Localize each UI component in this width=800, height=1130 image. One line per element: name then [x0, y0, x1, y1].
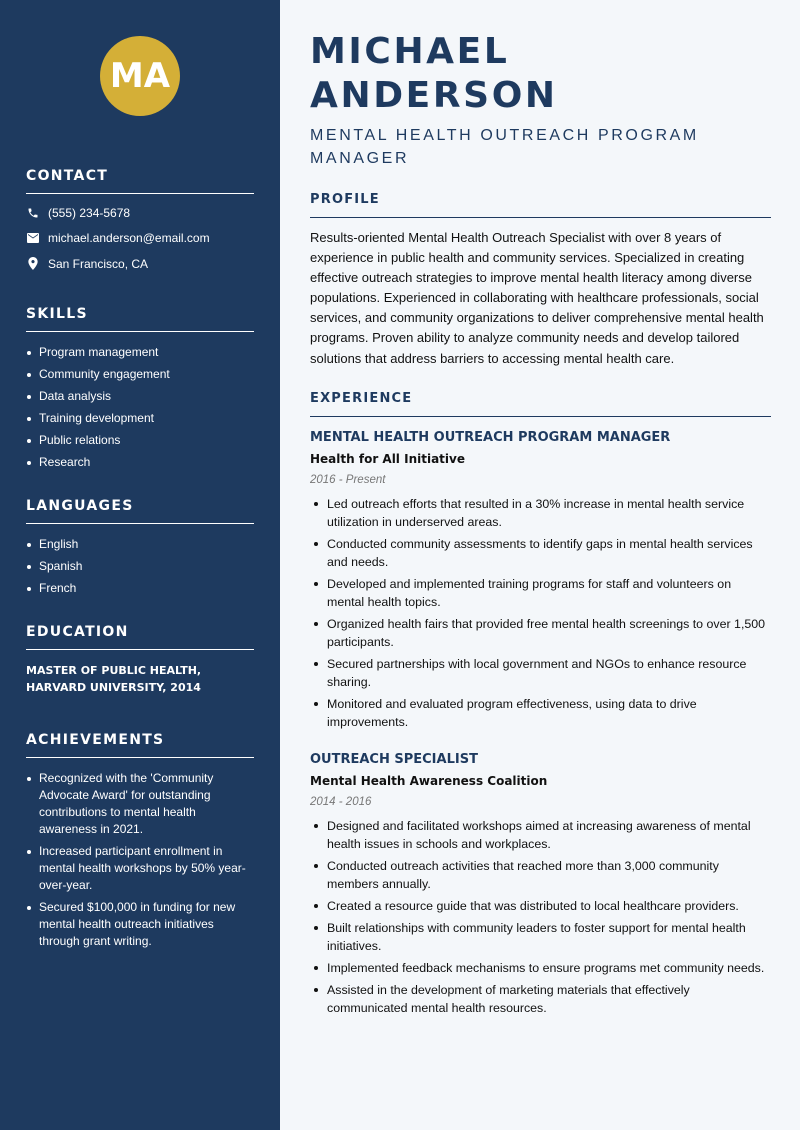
- achievements-list: [26, 770, 254, 950]
- job-bullet: Led outreach efforts that resulted in a 30% increase in mental health service utilization in underserved areas.: [310, 495, 771, 531]
- job-bullet: Designed and facilitated workshops aimed at increasing awareness of mental health issues in schools and workplaces.: [310, 817, 771, 853]
- job-bullet: Secured partnerships with local government and NGOs to enhance resource sharing.: [310, 655, 771, 691]
- contact-email: [26, 232, 254, 245]
- job-entry: [310, 749, 771, 1017]
- job-entry-company: Health for All Initiative: [310, 451, 465, 466]
- job-bullet: Implemented feedback mechanisms to ensure programs met community needs.: [310, 959, 771, 977]
- language-item: Spanish: [26, 558, 254, 575]
- achievement-item: Secured $100,000 in funding for new mental health outreach initiatives through grant writing.: [26, 899, 254, 950]
- job-bullet: Organized health fairs that provided free mental health screenings to over 1,500 participants.: [310, 615, 771, 651]
- languages-heading: LANGUAGES: [26, 498, 254, 524]
- skills-heading: SKILLS: [26, 306, 254, 332]
- job-entry-title: MENTAL HEALTH OUTREACH PROGRAM MANAGER: [310, 429, 671, 445]
- avatar: MA: [100, 36, 180, 116]
- achievement-item: Recognized with the 'Community Advocate Award' for outstanding contributions to mental health awareness in 2021.: [26, 770, 254, 838]
- job-bullets: [310, 495, 771, 731]
- achievements-section: [26, 732, 254, 950]
- job-entry-company: Mental Health Awareness Coalition: [310, 773, 548, 788]
- profile-text: Results-oriented Mental Health Outreach Specialist with over 8 years of experience in public health and community services. Specialized in creating effective outreach strategies to improve mental health literacy among diverse populations. Experienced in collaborating with healthcare professionals, social services, and community organizations to deliver comprehensive mental health programs. Proven ability to analyze community needs and develop tailored solutions that address barriers to accessing mental health care.: [310, 230, 764, 366]
- job-bullet: Assisted in the development of marketing materials that effectively communicated mental health resources.: [310, 981, 771, 1017]
- education-heading: EDUCATION: [26, 624, 254, 650]
- job-bullet: Created a resource guide that was distributed to local healthcare providers.: [310, 897, 771, 915]
- education-section: [26, 624, 254, 696]
- email-icon: [26, 231, 40, 245]
- language-item: English: [26, 536, 254, 553]
- job-entry-dates: 2014 - 2016: [310, 795, 372, 808]
- contact-section: [26, 168, 254, 270]
- person-name: MICHAEL ANDERSON: [310, 31, 558, 116]
- phone-icon: [26, 206, 40, 220]
- skill-item: Data analysis: [26, 388, 254, 405]
- job-bullet: Developed and implemented training programs for staff and volunteers on mental health topics.: [310, 575, 771, 611]
- education-entry: MASTER OF PUBLIC HEALTH, HARVARD UNIVERSITY, 2014: [26, 664, 202, 694]
- email-text: michael.anderson@email.com: [48, 231, 210, 245]
- contact-heading: CONTACT: [26, 168, 254, 194]
- job-bullets: [310, 817, 771, 1017]
- achievement-item: Increased participant enrollment in mental health workshops by 50% year-over-year.: [26, 843, 254, 894]
- languages-list: [26, 536, 254, 597]
- job-bullet: Built relationships with community leaders to foster support for mental health initiatives.: [310, 919, 771, 955]
- skill-item: Training development: [26, 410, 254, 427]
- profile-heading: PROFILE: [310, 192, 771, 218]
- skills-list: [26, 344, 254, 471]
- experience-section: [310, 391, 771, 1017]
- skill-item: Community engagement: [26, 366, 254, 383]
- phone-text: (555) 234-5678: [48, 205, 131, 220]
- skill-item: Public relations: [26, 432, 254, 449]
- main-content: [280, 0, 800, 1130]
- sidebar: [0, 0, 280, 1130]
- skill-item: Research: [26, 454, 254, 471]
- job-bullet: Conducted community assessments to identify gaps in mental health services and needs.: [310, 535, 771, 571]
- language-item: French: [26, 580, 254, 597]
- job-bullet: Monitored and evaluated program effectiveness, using data to drive improvements.: [310, 695, 771, 731]
- skill-item: Program management: [26, 344, 254, 361]
- contact-phone: [26, 206, 254, 219]
- job-entry-title: OUTREACH SPECIALIST: [310, 751, 478, 767]
- job-entry-dates: 2016 - Present: [310, 473, 386, 486]
- experience-heading: EXPERIENCE: [310, 391, 771, 417]
- profile-section: [310, 192, 771, 369]
- contact-location: [26, 257, 254, 270]
- location-pin-icon: [26, 257, 40, 271]
- job-entry: [310, 427, 771, 731]
- languages-section: [26, 498, 254, 597]
- job-title: MENTAL HEALTH OUTREACH PROGRAM MANAGER: [310, 127, 699, 167]
- location-text: San Francisco, CA: [48, 256, 149, 271]
- achievements-heading: ACHIEVEMENTS: [26, 732, 254, 758]
- job-bullet: Conducted outreach activities that reached more than 3,000 community members annually.: [310, 857, 771, 893]
- skills-section: [26, 306, 254, 471]
